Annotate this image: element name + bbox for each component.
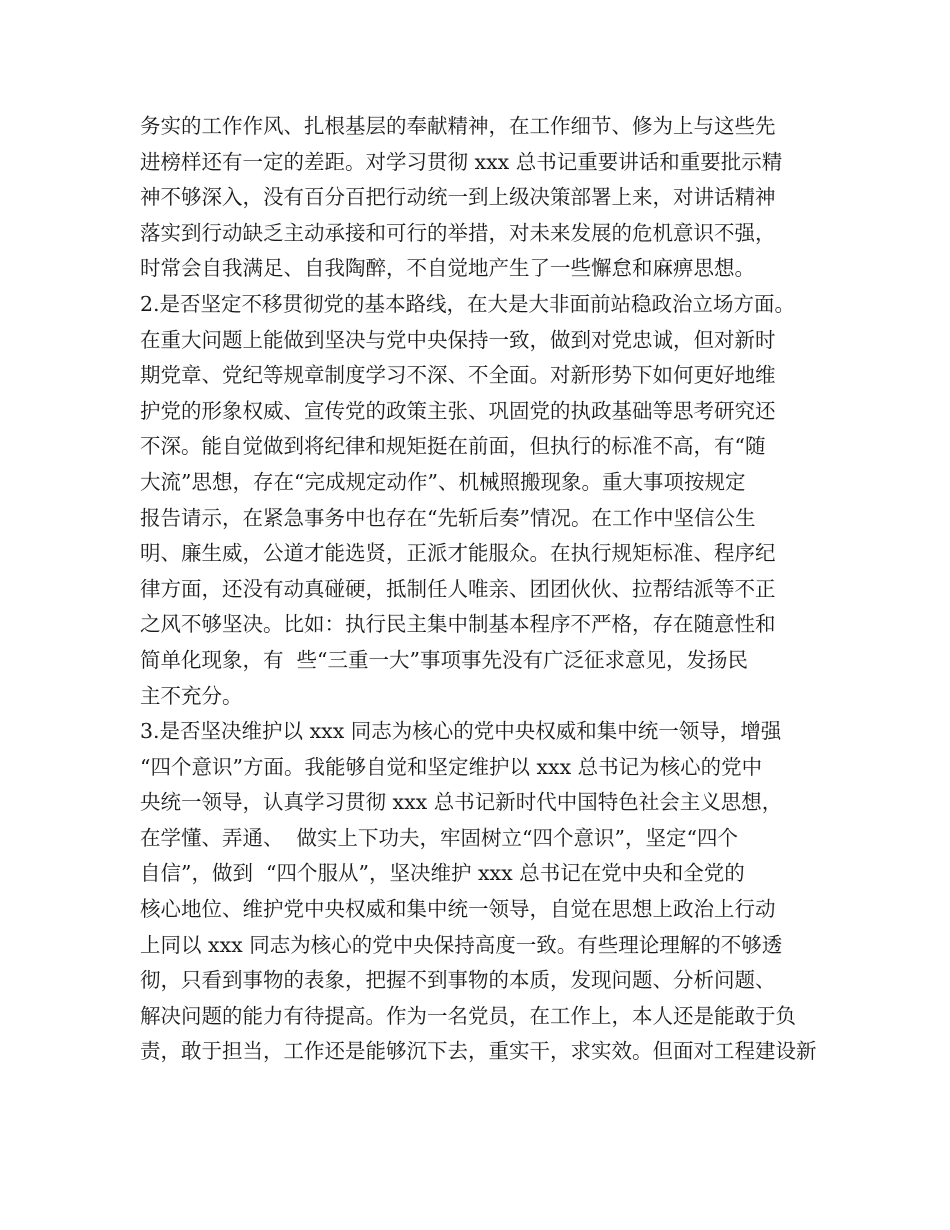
text-line: 自信”，做到 “四个服从”，坚决维护 xxx 总书记在党中央和全党的	[140, 861, 745, 886]
text-line: 在学懂、弄通、 做实上下功夫，牢固树立“四个意识”，坚定“四个	[140, 825, 738, 850]
text-line: 落实到行动缺乏主动承接和可行的举措，对未来发展的危机意识不强，	[140, 220, 776, 245]
text-line: “四个意识”方面。我能够自觉和坚定维护以 xxx 总书记为核心的党中	[140, 754, 763, 779]
text-line: 不深。能自觉做到将纪律和规矩挺在前面，但执行的标准不高，有“随	[140, 434, 766, 459]
body-text	[140, 109, 830, 1070]
text-line: 护党的形象权威、宣传党的政策主张、巩固党的执政基础等思考研究还	[140, 398, 776, 423]
text-line: 责，敢于担当，工作还是能够沉下去，重实干，求实效。但面对工程建设新	[140, 1039, 817, 1064]
text-line: 核心地位、维护党中央权威和集中统一领导，自觉在思想上政治上行动	[140, 897, 776, 922]
text-line: 解决问题的能力有待提高。作为一名党员，在工作上，本人还是能敢于负	[140, 1003, 796, 1028]
text-line: 律方面，还没有动真碰硬，抵制任人唯亲、团团伙伙、拉帮结派等不正	[140, 576, 776, 601]
text-line: 简单化现象，有 些“三重一大”事项事先没有广泛征求意见，发扬民	[140, 647, 748, 672]
text-line: 央统一领导，认真学习贯彻 xxx 总书记新时代中国特色社会主义思想，	[140, 790, 783, 815]
text-line: 明、廉生威，公道才能选贤，正派才能服众。在执行规矩标准、程序纪	[140, 541, 776, 566]
text-line: 大流”思想，存在“完成规定动作”、机械照搬现象。重大事项按规定	[140, 469, 746, 494]
text-line: 在重大问题上能做到坚决与党中央保持一致，做到对党忠诚，但对新时	[140, 327, 776, 352]
section-heading-3: 3.是否坚决维护以 xxx 同志为核心的党中央权威和集中统一领导，增强	[140, 719, 782, 744]
text-line: 期党章、党纪等规章制度学习不深、不全面。对新形势下如何更好地维	[140, 363, 776, 388]
section-heading-2: 2.是否坚定不移贯彻党的基本路线，在大是大非面前站稳政治立场方面。	[140, 291, 796, 316]
text-line: 上同以 xxx 同志为核心的党中央保持高度一致。有些理论理解的不够透	[140, 932, 783, 957]
text-line: 报告请示，在紧急事务中也存在“先斩后奏”情况。在工作中坚信公生	[140, 505, 756, 530]
text-line: 务实的工作作风、扎根基层的奉献精神，在工作细节、修为上与这些先	[140, 114, 776, 138]
text-line: 进榜样还有一定的差距。对学习贯彻 xxx 总书记重要讲话和重要批示精	[140, 149, 783, 174]
text-line: 神不够深入，没有百分百把行动统一到上级决策部署上来，对讲话精神	[140, 185, 776, 210]
text-line: 之风不够坚决。比如：执行民主集中制基本程序不严格，存在随意性和	[140, 612, 776, 637]
text-line: 时常会自我满足、自我陶醉，不自觉地产生了一些懈怠和麻痹思想。	[140, 256, 755, 281]
text-line: 主不充分。	[140, 683, 243, 708]
text-line: 彻，只看到事物的表象，把握不到事物的本质，发现问题、分析问题、	[140, 968, 776, 993]
